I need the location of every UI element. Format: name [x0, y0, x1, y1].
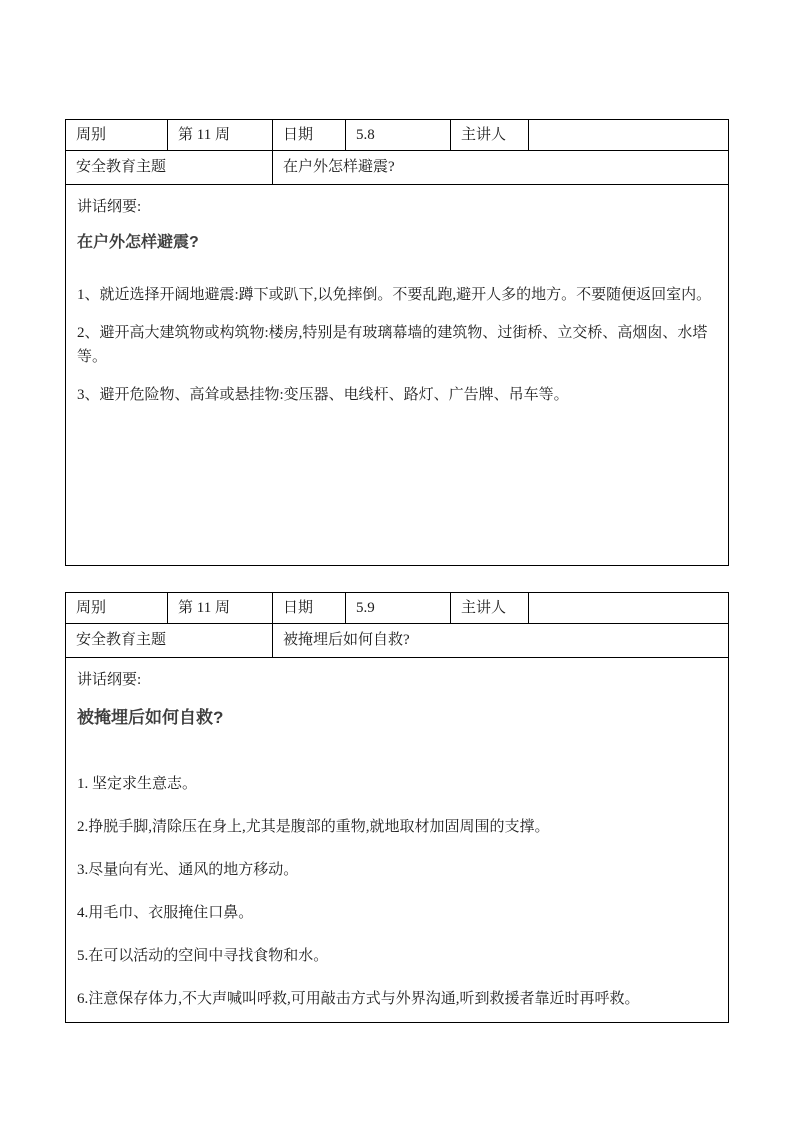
speaker-value-cell: [529, 120, 729, 151]
table-row: [66, 624, 729, 658]
lesson-table-2: [65, 592, 729, 1023]
outline-paragraph: 3.尽量向有光、通风的地方移动。: [77, 862, 299, 878]
topic-label-cell: 安全教育主题: [66, 624, 273, 658]
table-row: [66, 593, 729, 624]
week-value-cell: 第 11 周: [168, 593, 273, 624]
week-label-cell: 周别: [66, 593, 168, 624]
outline-body-cell: [66, 185, 729, 566]
table-row: [66, 120, 729, 151]
lesson-table-1: [65, 119, 729, 566]
date-value-cell: 5.8: [346, 120, 451, 151]
content-title: 在户外怎样避震?: [77, 234, 199, 251]
outline-paragraph: 5.在可以活动的空间中寻找食物和水。: [77, 948, 329, 964]
table-row: [66, 658, 729, 1023]
date-label-cell: 日期: [273, 120, 346, 151]
topic-value-cell: 在户外怎样避震?: [273, 151, 729, 185]
outline-paragraph: 4.用毛巾、衣服掩住口鼻。: [77, 905, 254, 921]
outline-label: 讲话纲要:: [77, 672, 142, 688]
table-row: [66, 185, 729, 566]
content-title: 被掩埋后如何自救?: [77, 708, 224, 727]
outline-paragraph: 3、避开危险物、高耸或悬挂物:变压器、电线杆、路灯、广告牌、吊车等。: [77, 387, 569, 403]
outline-paragraph: 6.注意保存体力,不大声喊叫呼救,可用敲击方式与外界沟通,听到救援者靠近时再呼救。: [77, 991, 640, 1007]
speaker-value-cell: [529, 593, 729, 624]
week-value-cell: 第 11 周: [168, 120, 273, 151]
outline-content: [77, 195, 717, 407]
week-label-cell: 周别: [66, 120, 168, 151]
outline-label: 讲话纲要:: [77, 199, 142, 215]
topic-value-cell: 被掩埋后如何自救?: [273, 624, 729, 658]
date-label-cell: 日期: [273, 593, 346, 624]
outline-paragraph: 1、就近选择开阔地避震:蹲下或趴下,以免摔倒。不要乱跑,避开人多的地方。不要随便返回室内。: [77, 287, 712, 303]
outline-paragraph: 2.挣脱手脚,清除压在身上,尤其是腹部的重物,就地取材加固周围的支撑。: [77, 819, 550, 835]
outline-content: [77, 668, 717, 1011]
outline-body-cell: [66, 658, 729, 1023]
outline-paragraph: 2、避开高大建筑物或构筑物:楼房,特别是有玻璃幕墙的建筑物、过街桥、立交桥、高烟囱、水塔等。: [77, 325, 708, 365]
speaker-label-cell: 主讲人: [451, 120, 529, 151]
date-value-cell: 5.9: [346, 593, 451, 624]
topic-label-cell: 安全教育主题: [66, 151, 273, 185]
table-row: [66, 151, 729, 185]
outline-paragraph: 1. 坚定求生意志。: [77, 776, 198, 792]
speaker-label-cell: 主讲人: [451, 593, 529, 624]
